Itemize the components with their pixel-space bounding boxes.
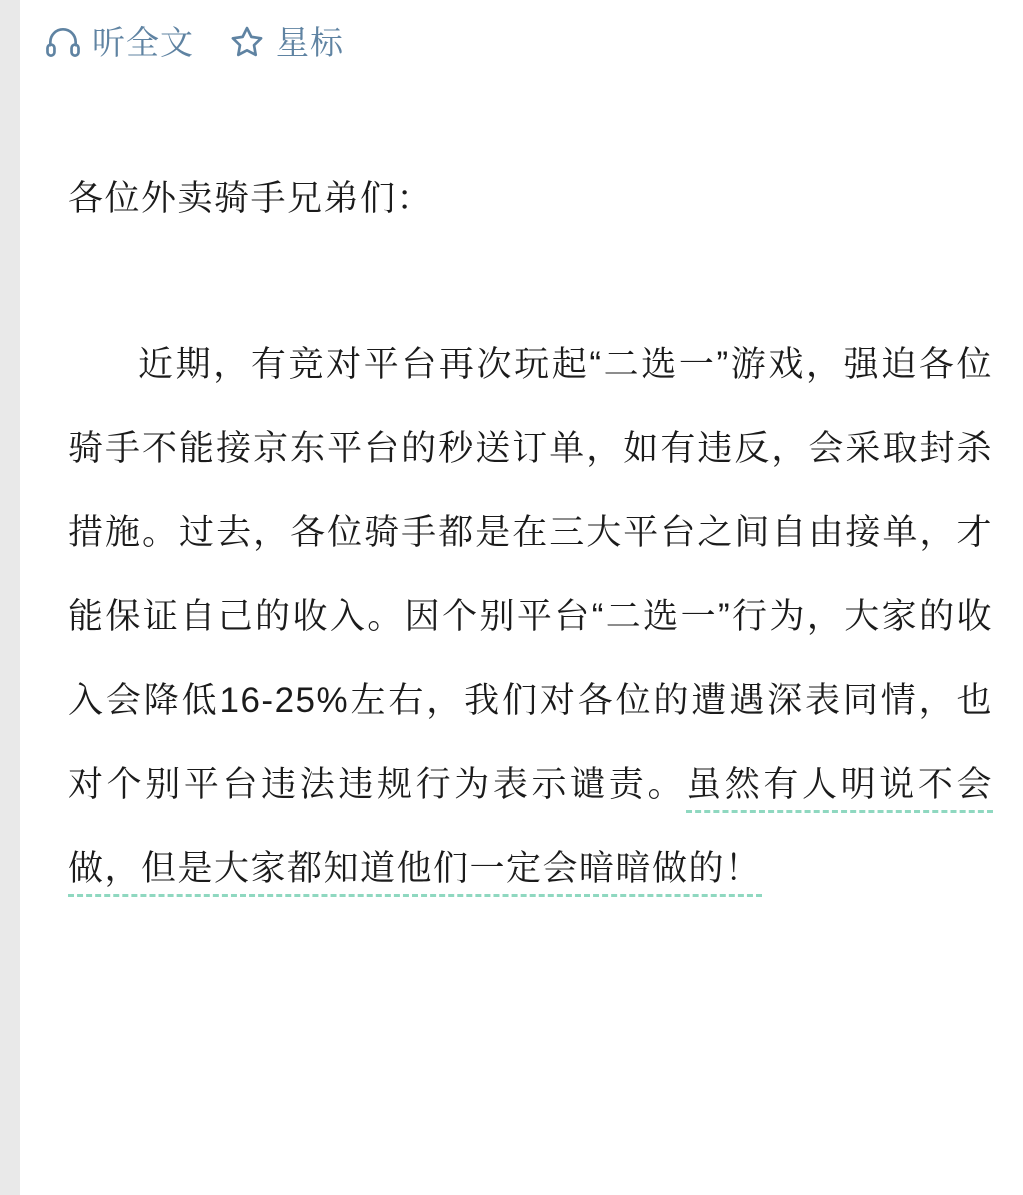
- paragraph-text: 近期，有竞对平台再次玩起“二选一”游戏，强迫各位骑手不能接京东平台的秒送订单，如有违反，会采取封杀措施。过去，各位骑手都是在三大平台之间自由接单，才能保证自己的收入。因个别平台“二选一”行为，大家的收入会降低16-25%左右，我们对各位的遭遇深表同情，也对个别平台违法违规行为表示谴责。: [68, 345, 993, 804]
- article-bottom-spacer: [68, 911, 993, 951]
- listen-full-text-button[interactable]: [44, 23, 194, 61]
- article-paragraph: [68, 323, 993, 911]
- headphones-icon: [44, 23, 82, 61]
- article-greeting: 各位外卖骑手兄弟们：: [68, 179, 434, 218]
- listen-full-text-label: 听全文: [92, 23, 194, 61]
- article-body: [20, 62, 1023, 951]
- star-outline-icon: [228, 23, 266, 61]
- page-edge-strip: [0, 0, 20, 1195]
- article-toolbar: [20, 0, 1023, 62]
- star-label: 星标: [276, 23, 344, 61]
- star-button[interactable]: [228, 23, 344, 61]
- highlighted-sentence: 虽然有人明说不会做，但是大家都知道他们一定会暗暗做的！: [68, 765, 993, 897]
- article-page: [20, 0, 1023, 1195]
